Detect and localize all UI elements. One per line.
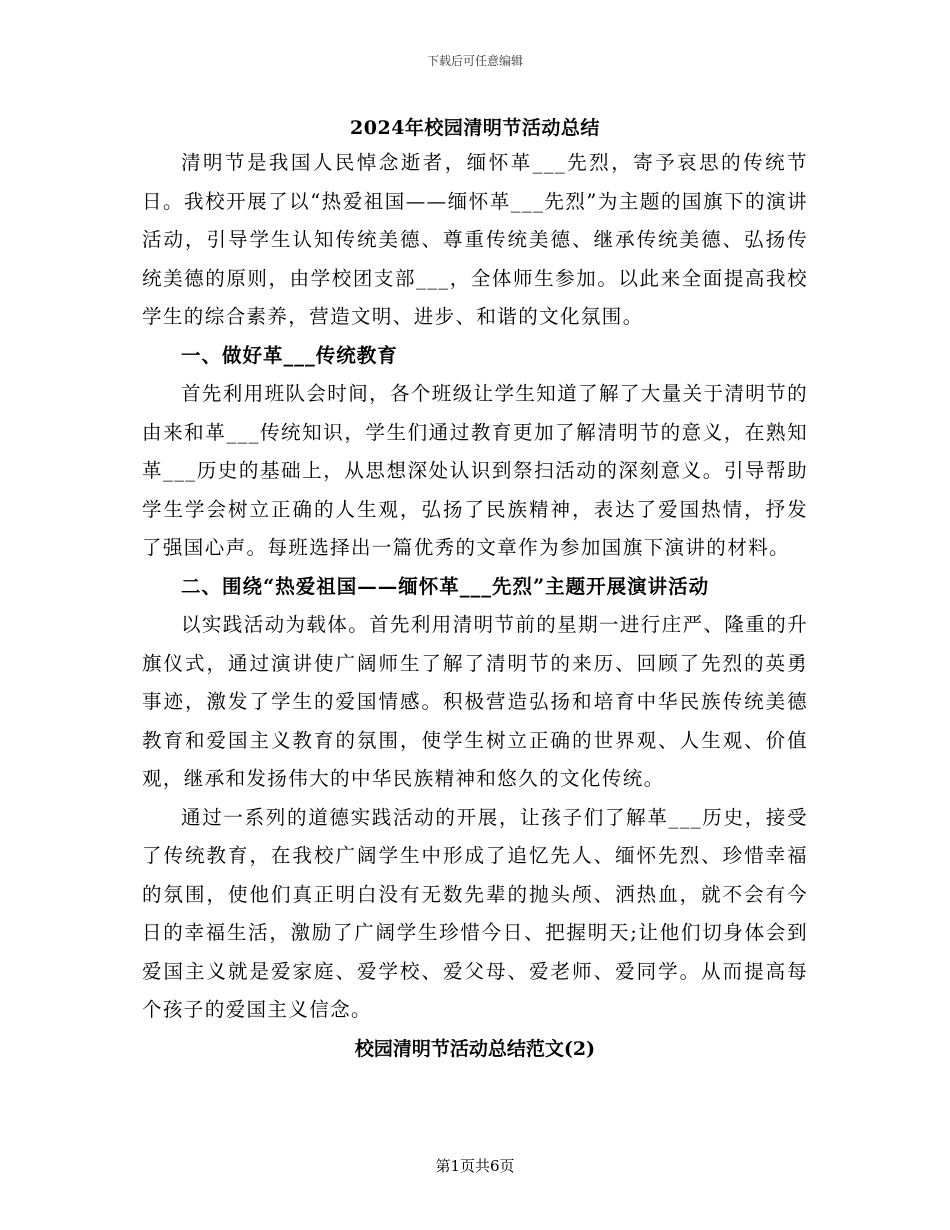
document-title: 2024年校园清明节活动总结	[350, 117, 600, 139]
page-number: 第1页共6页	[435, 1157, 515, 1175]
document-body	[142, 112, 808, 1068]
section-heading-2: 二、围绕“热爱祖国——缅怀革___先烈”主题开展演讲活动	[181, 574, 710, 598]
section-2-paragraph-2: 通过一系列的道德实践活动的开展，让孩子们了解革___历史，接受了传统教育，在我校广阔学生中形成了追忆先人、缅怀先烈、珍惜幸福的氛围，使他们真正明白没有无数先辈的抛头颅、洒热血，就不会有今日的幸福生活，激励了广阔学生珍惜今日、把握明天;让他们切身体会到爱国主义就是爱家庭、爱学校、爱父母、爱老师、爱同学。从而提高每个孩子的爱国主义信念。	[142, 805, 808, 1021]
section-1-paragraph: 首先利用班队会时间，各个班级让学生知道了解了大量关于清明节的由来和革___传统知识，学生们通过教育更加了解清明节的意义，在熟知革___历史的基础上，从思想深处认识到祭扫活动的深刻意义。引导帮助学生学会树立正确的人生观，弘扬了民族精神，表达了爱国热情，抒发了强国心声。每班选择出一篇优秀的文章作为参加国旗下演讲的材料。	[142, 382, 809, 559]
section-heading-1: 一、做好革___传统教育	[181, 343, 398, 367]
intro-paragraph: 清明节是我国人民悼念逝者，缅怀革___先烈，寄予哀思的传统节日。我校开展了以“热爱祖国——缅怀革___先烈”为主题的国旗下的演讲活动，引导学生认知传统美德、尊重传统美德、继承传统美德、弘扬传统美德的原则，由学校团支部___，全体师生参加。以此来全面提高我校学生的综合素养，营造文明、进步、和谐的文化氛围。	[142, 151, 808, 328]
next-article-title: 校园清明节活动总结范文(2)	[354, 1037, 596, 1060]
page-header: 下载后可任意编辑	[426, 54, 523, 68]
section-2-paragraph-1: 以实践活动为载体。首先利用清明节前的星期一进行庄严、隆重的升旗仪式，通过演讲使广阔师生了解了清明节的来历、回顾了先烈的英勇事迹，激发了学生的爱国情感。积极营造弘扬和培育中华民族传统美德教育和爱国主义教育的氛围，使学生树立正确的世界观、人生观、价值观，继承和发扬伟大的中华民族精神和悠久的文化传统。	[142, 613, 809, 790]
